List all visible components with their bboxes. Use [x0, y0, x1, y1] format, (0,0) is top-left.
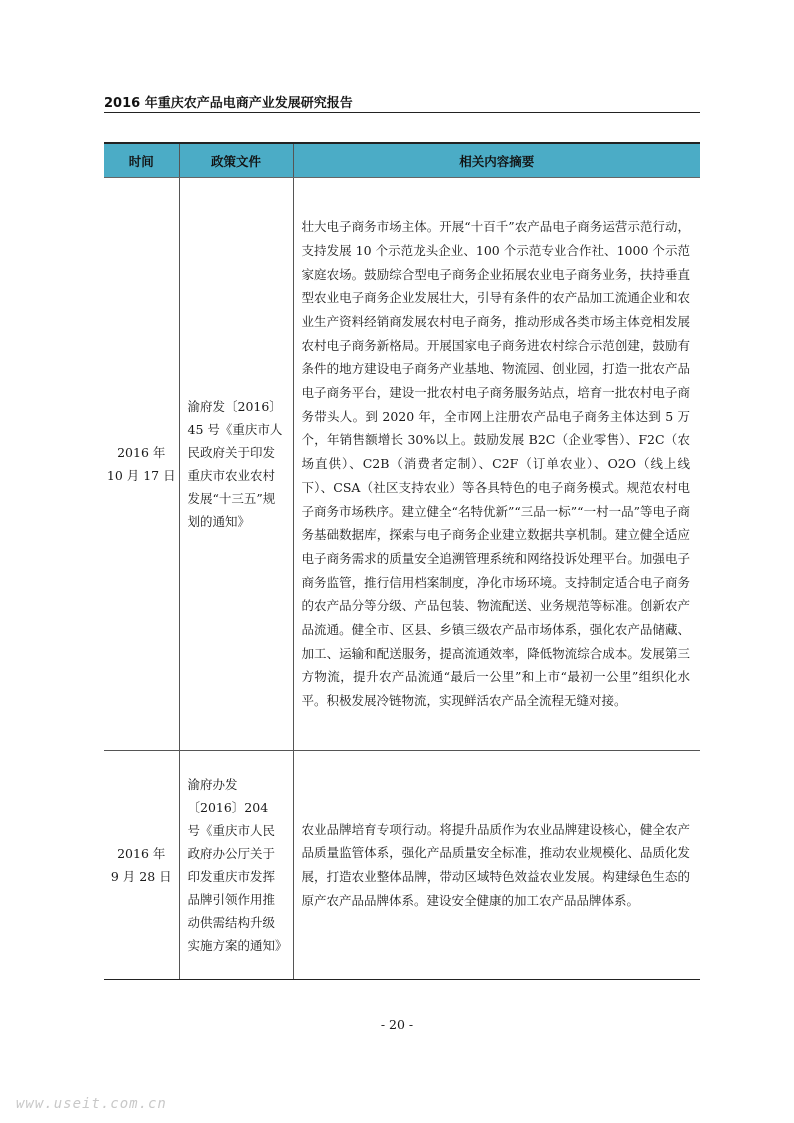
column-header-document: 政策文件 [179, 143, 293, 178]
time-year: 2016 年 [117, 846, 166, 861]
time-year: 2016 年 [117, 445, 166, 460]
time-date: 9 月 28 日 [110, 869, 172, 884]
running-header: 2016 年重庆农产品电商产业发展研究报告 [104, 96, 353, 111]
summary-cell: 农业品牌培育专项行动。将提升品质作为农业品牌建设核心，健全农产品质量监管体系，强化产品质量安全标准，推动农业规模化、品质化发展，打造农业整体品牌，带动区域特色效益农业发展。构建绿色生态的原产农产品品牌体系。建设安全健康的加工农产品品牌体系。 [293, 751, 700, 980]
time-cell [104, 751, 179, 980]
summary-cell: 壮大电子商务市场主体。开展“十百千”农产品电子商务运营示范行动，支持发展 10 个示范龙头企业、100 个示范专业合作社、1000 个示范家庭农场。鼓励综合型电子商务企业拓展农业电子商务业务，扶持垂直型农业电子商务企业发展壮大，引导有条件的农产品加工流通企业和农业生产资料经销商发展农村电子商务，推动形成各类市场主体竞相发展农村电子商务新格局。开展国家电子商务进农村综合示范创建，鼓励有条件的地方建设电子商务产业基地、物流园、创业园，打造一批农产品电子商务平台，建设一批农村电子商务服务站点，培育一批农村电子商务带头人。到 2020 年，全市网上注册农产品电子商务主体达到 5 万个，年销售额增长 30%以上。鼓励发展 B2C（企业零售）、F2C（农场直供）、C2B（消费者定制）、C2F（订单农业）、O2O（线上线下）、CSA（社区支持农业）等各具特色的电子商务模式。规范农村电子商务市场秩序。建立健全“名特优新”“三品一标”“一村一品”等电子商务基础数据库，探索与电子商务企业建立数据共享机制。建立健全适应电子商务需求的质量安全追溯管理系统和网络投诉处理平台。加强电子商务监管，推行信用档案制度，净化市场环境。支持制定适合电子商务的农产品分等分级、产品包装、物流配送、业务规范等标准。创新农产品流通。健全市、区县、乡镇三级农产品市场体系，强化农产品储藏、加工、运输和配送服务，提高流通效率，降低物流综合成本。发展第三方物流，提升农产品流通“最后一公里”和上市“最初一公里”组织化水平。积极发展冷链物流，实现鲜活农产品全流程无缝对接。 [293, 178, 700, 751]
document-cell: 渝府发〔2016〕45 号《重庆市人民政府关于印发重庆市农业农村发展“十三五”规划的通知》 [179, 178, 293, 751]
time-date: 10 月 17 日 [106, 468, 176, 483]
column-header-summary: 相关内容摘要 [293, 143, 700, 178]
watermark: www.useit.com.cn [16, 1096, 167, 1112]
table-row [104, 178, 700, 751]
table-header-row [104, 143, 700, 178]
header-rule [104, 112, 700, 113]
table-row [104, 751, 700, 980]
column-header-time: 时间 [104, 143, 179, 178]
policy-table [104, 142, 700, 980]
document-cell: 渝府办发〔2016〕204 号《重庆市人民政府办公厅关于印发重庆市发挥品牌引领作用推动供需结构升级实施方案的通知》 [179, 751, 293, 980]
page-number: - 20 - [380, 1017, 414, 1032]
time-cell [104, 178, 179, 751]
